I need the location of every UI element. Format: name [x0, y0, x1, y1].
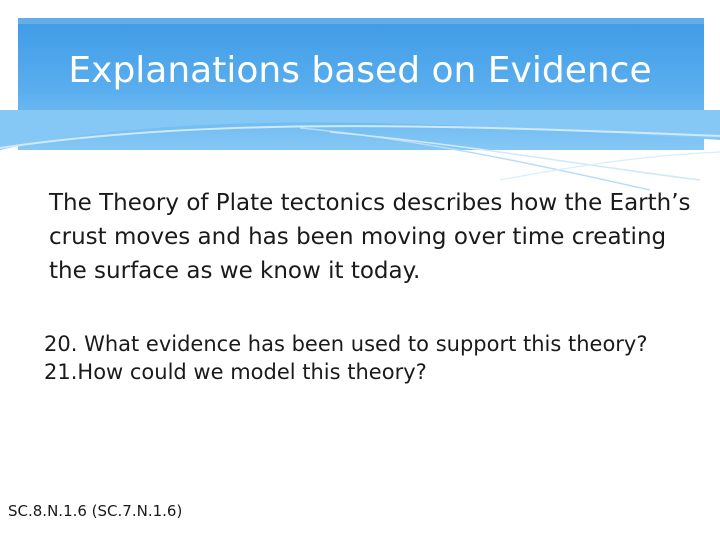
swoosh-fill — [0, 110, 720, 150]
standard-code: SC.8.N.1.6 (SC.7.N.1.6) — [8, 502, 183, 520]
swoosh-line-3 — [330, 132, 700, 180]
question-21: 21.How could we model this theory? — [44, 360, 427, 384]
body-paragraph: The Theory of Plate tectonics describes how the Earth’s crust moves and has been moving over time creating the surface as we know it today. — [49, 190, 691, 284]
question-20: 20. What evidence has been used to support this theory? — [44, 332, 648, 356]
slide-title: Explanations based on Evidence — [68, 50, 652, 91]
swoosh-line-2 — [300, 128, 650, 190]
question-list — [44, 330, 714, 386]
